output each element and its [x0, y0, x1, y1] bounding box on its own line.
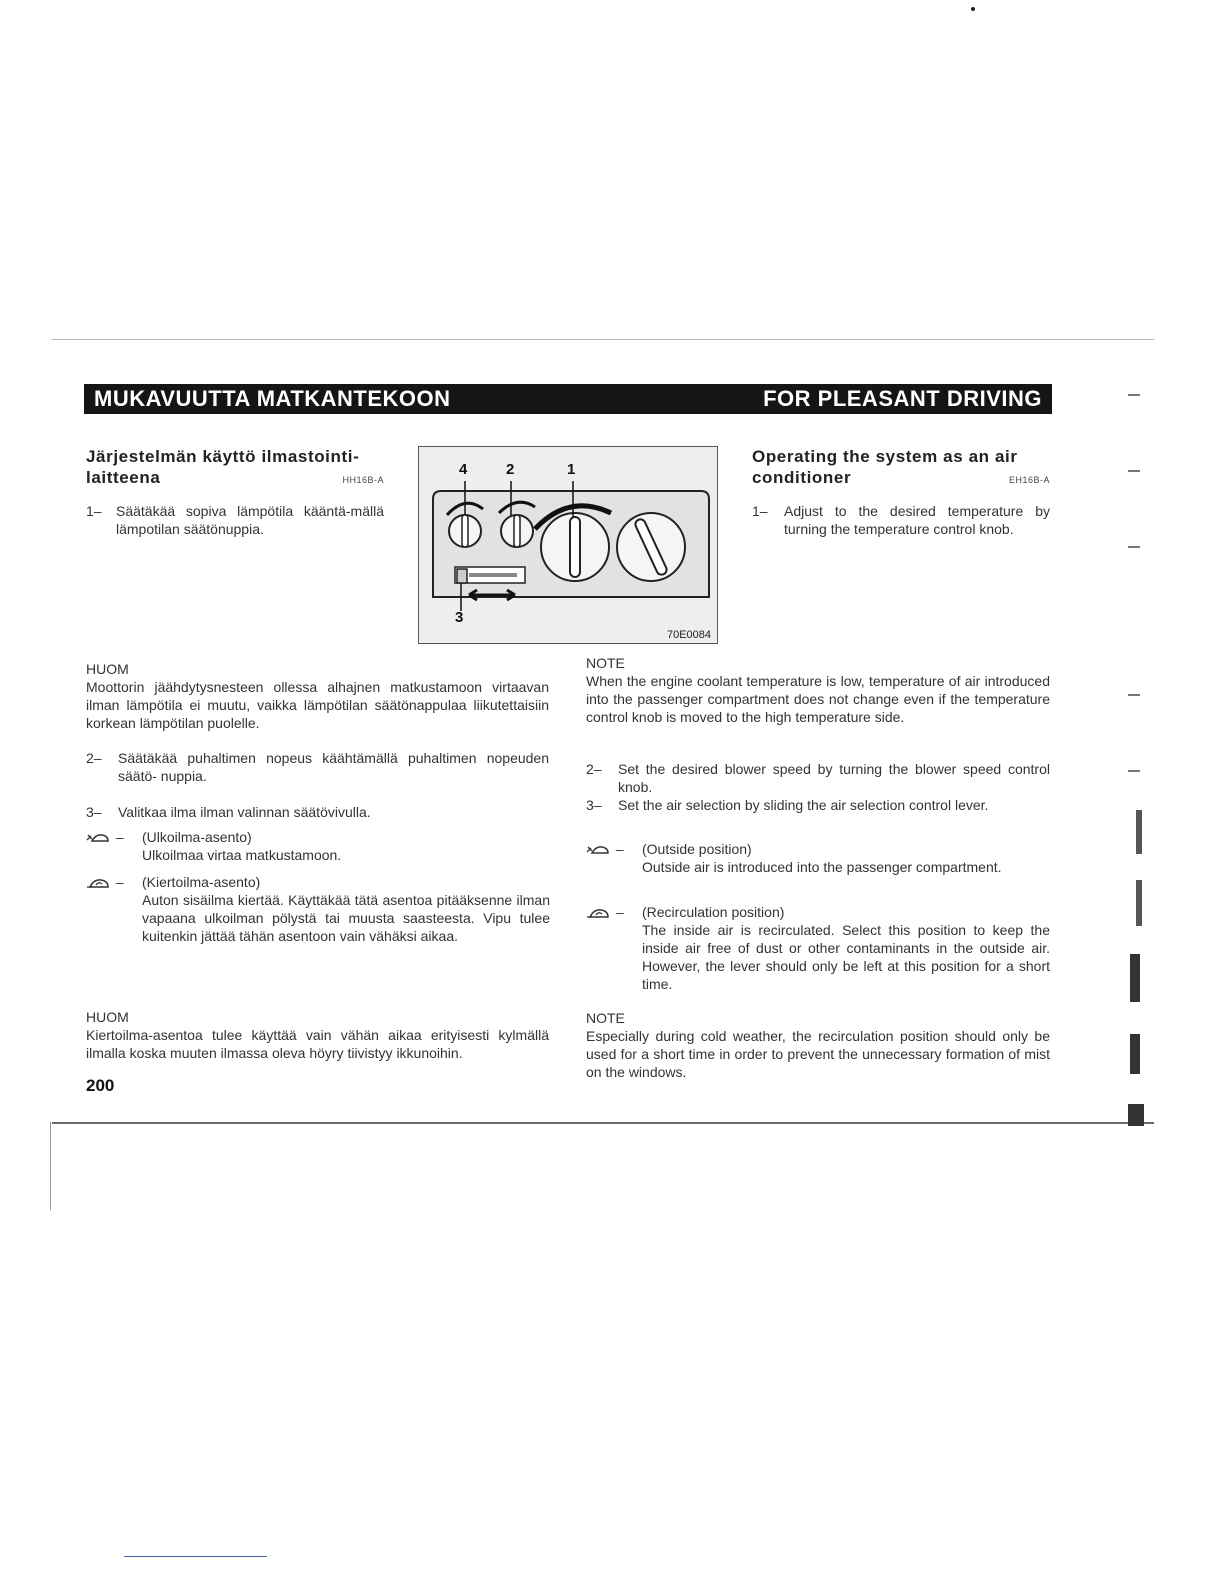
fi-step-3-text: Valitkaa ilma ilman valinnan säätövivulla. — [118, 804, 371, 820]
fi-note-2-text: Kiertoilma-asentoa tulee käyttää vain vähän aikaa erityisesti kylmällä ilmalla koska muuten ilmassa oleva höyry tiivistyy ikkunoihin. — [86, 1027, 549, 1061]
figure-label-4: 4 — [459, 461, 468, 478]
edge-tab-mark — [1128, 470, 1140, 472]
fi-outside-title: (Ulkoilma-asento) — [142, 829, 252, 845]
outside-air-icon — [586, 843, 612, 857]
page-number: 200 — [86, 1076, 115, 1095]
en-note-2-label: NOTE — [586, 1010, 625, 1026]
en-step-1-text: Adjust to the desired temperature by turning the temperature control knob. — [784, 503, 1050, 537]
speck — [971, 7, 975, 11]
en-step-3-number: 3– — [586, 797, 602, 813]
recirculation-icon — [586, 906, 612, 920]
section-banner — [84, 384, 1052, 414]
en-outside-title: (Outside position) — [642, 841, 752, 857]
en-recirc-title: (Recirculation position) — [642, 904, 785, 920]
fi-note-1-label: HUOM — [86, 661, 129, 677]
figure-label-1: 1 — [567, 461, 576, 478]
fi-recirc-title: (Kiertoilma-asento) — [142, 874, 261, 890]
en-recirc-text: The inside air is recirculated. Select this position to keep the inside air free of dust or other contaminants in the outside air. However, the lever should only be left at this position for a short time. — [642, 922, 1050, 992]
en-outside-position — [586, 840, 1050, 876]
fi-section-code: HH16B-A — [342, 475, 384, 485]
edge-tab-mark — [1128, 770, 1140, 772]
en-outside-dash: – — [615, 841, 624, 857]
fi-step-1 — [86, 502, 384, 538]
en-note-2-text: Especially during cold weather, the recirculation position should only be used for a short time in order to prevent the unnecessary formation of mist on the windows. — [586, 1028, 1050, 1080]
fi-heading — [86, 446, 384, 488]
fi-step-2-number: 2– — [86, 750, 102, 766]
en-recirc-dash: – — [615, 904, 624, 920]
edge-thumb-tab — [1136, 880, 1142, 926]
edge-thumb-tab — [1136, 810, 1142, 854]
figure-label-3: 3 — [455, 609, 464, 626]
top-rule — [52, 339, 1154, 340]
en-step-3-text: Set the air selection by sliding the air selection control lever. — [618, 797, 989, 813]
fi-note-2-label: HUOM — [86, 1009, 129, 1025]
fi-heading-line1: Järjestelmän käyttö ilmastointi- — [86, 447, 360, 466]
edge-tab-mark — [1128, 394, 1140, 396]
banner-title-finnish: MUKAVUUTTA MATKANTEKOON — [94, 386, 451, 411]
en-note-1-text: When the engine coolant temperature is low, temperature of air introduced into the passenger compartment does not change even if the temperature control knob is moved to the high temperature side. — [586, 673, 1050, 725]
fi-step-3 — [86, 803, 549, 821]
en-section-code: EH16B-A — [1008, 475, 1050, 485]
control-panel-figure — [418, 446, 718, 644]
edge-tab-mark — [1128, 694, 1140, 696]
edge-tab-mark — [1128, 546, 1140, 548]
fi-outside-text: Ulkoilmaa virtaa matkustamoon. — [142, 847, 342, 863]
fi-recirc-text: Auton sisäilma kiertää. Käyttäkää tätä asentoa pitääksenne ilman vapaana ulkoilman pölystä tai muusta saasteesta. Vipu tulee kuitenkin jättää tähän asentoon vain vähäksi aikaa. — [142, 892, 550, 944]
fi-note-1-text: Moottorin jäähdytysnesteen ollessa alhajnen matkustamoon virtaavan ilman lämpötila ei muutu, vaikka lämpötilan säätönappulaa liikutettaisiin korkean lämpötilan puolelle. — [86, 679, 549, 731]
en-step-1 — [752, 502, 1050, 538]
edge-thumb-tab — [1128, 1104, 1144, 1126]
fi-step-2-text: Säätäkää puhaltimen nopeus käähtämällä puhaltimen nopeuden säätö- nuppia. — [118, 750, 549, 784]
fi-outside-dash: – — [115, 829, 124, 845]
en-step-2-text: Set the desired blower speed by turning the blower speed control knob. — [618, 761, 1050, 795]
edge-thumb-tab — [1130, 1034, 1140, 1074]
fi-recirc-dash: – — [115, 874, 124, 890]
en-note-1-label: NOTE — [586, 655, 625, 671]
figure-label-2: 2 — [506, 461, 515, 478]
en-heading-line2: conditioner — [752, 468, 852, 487]
edge-thumb-tab — [1130, 954, 1140, 1002]
en-recirculation-position — [586, 903, 1050, 993]
banner-title-english: FOR PLEASANT DRIVING — [763, 386, 1042, 411]
bottom-underline — [124, 1556, 267, 1557]
figure-code: 70E0084 — [666, 629, 711, 641]
fi-step-1-text: Säätäkää sopiva lämpötila kääntä-mällä lämpotilan säätönuppia. — [116, 503, 384, 537]
fi-heading-line2: laitteena — [86, 468, 161, 487]
fi-outside-position — [86, 828, 550, 864]
left-edge-line — [50, 1122, 51, 1210]
en-step-2 — [586, 760, 1050, 796]
fi-recirculation-position — [86, 873, 550, 945]
en-step-2-number: 2– — [586, 761, 602, 777]
en-heading — [752, 446, 1050, 488]
en-heading-line1: Operating the system as an air — [752, 447, 1018, 466]
en-step-1-number: 1– — [752, 503, 768, 519]
bottom-rule — [52, 1122, 1154, 1124]
fi-step-3-number: 3– — [86, 804, 102, 820]
recirculation-icon — [86, 876, 112, 890]
en-step-3 — [586, 796, 1050, 814]
en-outside-text: Outside air is introduced into the passenger compartment. — [642, 859, 1002, 875]
fi-step-2 — [86, 749, 549, 785]
outside-air-icon — [86, 831, 112, 845]
fi-step-1-number: 1– — [86, 503, 102, 519]
